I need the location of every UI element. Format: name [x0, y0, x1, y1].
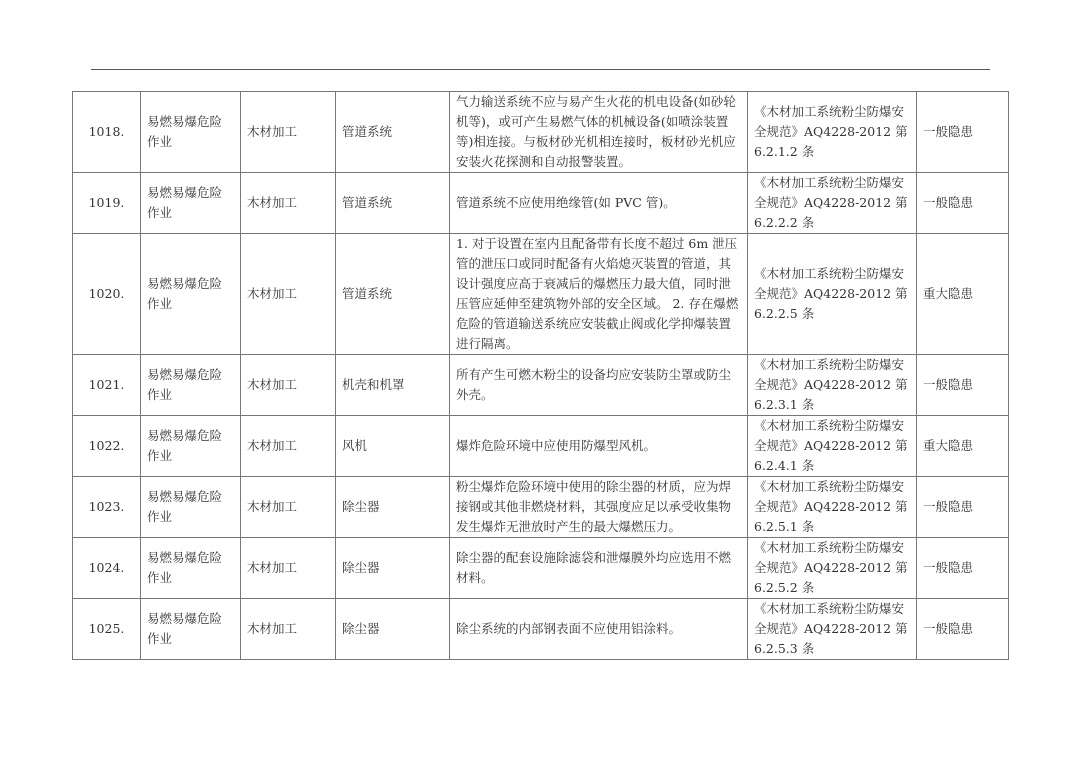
item-number: 1018. [73, 92, 141, 173]
table-row [73, 477, 1009, 538]
equipment-part: 机壳和机罩 [336, 355, 450, 416]
equipment-part: 除尘器 [336, 477, 450, 538]
equipment-part: 管道系统 [336, 173, 450, 234]
equipment-part: 除尘器 [336, 538, 450, 599]
table-row [73, 234, 1009, 355]
industry: 木材加工 [241, 92, 336, 173]
work-category: 易燃易爆危险作业 [141, 355, 241, 416]
hazard-description: 气力输送系统不应与易产生火花的机电设备(如砂轮机等)，或可产生易燃气体的机械设备(如喷涂装置等)相连接。与板材砂光机相连接时，板材砂光机应安装火花探测和自动报警装置。 [450, 92, 748, 173]
standard-reference: 《木材加工系统粉尘防爆安全规范》AQ4228-2012 第 6.2.5.2 条 [748, 538, 917, 599]
work-category: 易燃易爆危险作业 [141, 92, 241, 173]
industry: 木材加工 [241, 234, 336, 355]
standard-reference: 《木材加工系统粉尘防爆安全规范》AQ4228-2012 第 6.2.4.1 条 [748, 416, 917, 477]
work-category: 易燃易爆危险作业 [141, 173, 241, 234]
hazard-level: 一般隐患 [917, 92, 1009, 173]
industry: 木材加工 [241, 599, 336, 660]
table-row [73, 355, 1009, 416]
industry: 木材加工 [241, 538, 336, 599]
table-row [73, 92, 1009, 173]
standard-reference: 《木材加工系统粉尘防爆安全规范》AQ4228-2012 第 6.2.5.1 条 [748, 477, 917, 538]
equipment-part: 风机 [336, 416, 450, 477]
header-rule [91, 69, 990, 70]
hazard-description: 所有产生可燃木粉尘的设备均应安装防尘罩或防尘外壳。 [450, 355, 748, 416]
work-category: 易燃易爆危险作业 [141, 538, 241, 599]
equipment-part: 管道系统 [336, 92, 450, 173]
hazard-level: 重大隐患 [917, 416, 1009, 477]
item-number: 1020. [73, 234, 141, 355]
standard-reference: 《木材加工系统粉尘防爆安全规范》AQ4228-2012 第 6.2.2.5 条 [748, 234, 917, 355]
work-category: 易燃易爆危险作业 [141, 416, 241, 477]
item-number: 1025. [73, 599, 141, 660]
work-category: 易燃易爆危险作业 [141, 477, 241, 538]
work-category: 易燃易爆危险作业 [141, 599, 241, 660]
industry: 木材加工 [241, 173, 336, 234]
industry: 木材加工 [241, 416, 336, 477]
work-category: 易燃易爆危险作业 [141, 234, 241, 355]
standard-reference: 《木材加工系统粉尘防爆安全规范》AQ4228-2012 第 6.2.3.1 条 [748, 355, 917, 416]
hazard-table [72, 91, 1009, 660]
standard-reference: 《木材加工系统粉尘防爆安全规范》AQ4228-2012 第 6.2.5.3 条 [748, 599, 917, 660]
item-number: 1022. [73, 416, 141, 477]
hazard-description: 除尘系统的内部钢表面不应使用铝涂料。 [450, 599, 748, 660]
equipment-part: 管道系统 [336, 234, 450, 355]
table-row [73, 416, 1009, 477]
table-row [73, 599, 1009, 660]
industry: 木材加工 [241, 477, 336, 538]
hazard-description: 管道系统不应使用绝缘管(如 PVC 管)。 [450, 173, 748, 234]
item-number: 1019. [73, 173, 141, 234]
hazard-level: 一般隐患 [917, 538, 1009, 599]
item-number: 1024. [73, 538, 141, 599]
hazard-description: 1. 对于设置在室内且配备带有长度不超过 6m 泄压管的泄压口或同时配备有火焰熄灭装置的管道，其设计强度应高于衰减后的爆燃压力最大值，同时泄压管应延伸至建筑物外部的安全区域。 2. 存在爆燃危险的管道输送系统应安装截止阀或化学抑爆装置进行隔离。 [450, 234, 748, 355]
item-number: 1021. [73, 355, 141, 416]
table-row [73, 173, 1009, 234]
hazard-description: 粉尘爆炸危险环境中使用的除尘器的材质，应为焊接钢或其他非燃烧材料，其强度应足以承受收集物发生爆炸无泄放时产生的最大爆燃压力。 [450, 477, 748, 538]
item-number: 1023. [73, 477, 141, 538]
industry: 木材加工 [241, 355, 336, 416]
hazard-level: 重大隐患 [917, 234, 1009, 355]
hazard-level: 一般隐患 [917, 599, 1009, 660]
hazard-level: 一般隐患 [917, 173, 1009, 234]
standard-reference: 《木材加工系统粉尘防爆安全规范》AQ4228-2012 第 6.2.1.2 条 [748, 92, 917, 173]
hazard-description: 爆炸危险环境中应使用防爆型风机。 [450, 416, 748, 477]
hazard-level: 一般隐患 [917, 355, 1009, 416]
table-row [73, 538, 1009, 599]
equipment-part: 除尘器 [336, 599, 450, 660]
hazard-description: 除尘器的配套设施除滤袋和泄爆膜外均应选用不燃材料。 [450, 538, 748, 599]
hazard-level: 一般隐患 [917, 477, 1009, 538]
standard-reference: 《木材加工系统粉尘防爆安全规范》AQ4228-2012 第 6.2.2.2 条 [748, 173, 917, 234]
